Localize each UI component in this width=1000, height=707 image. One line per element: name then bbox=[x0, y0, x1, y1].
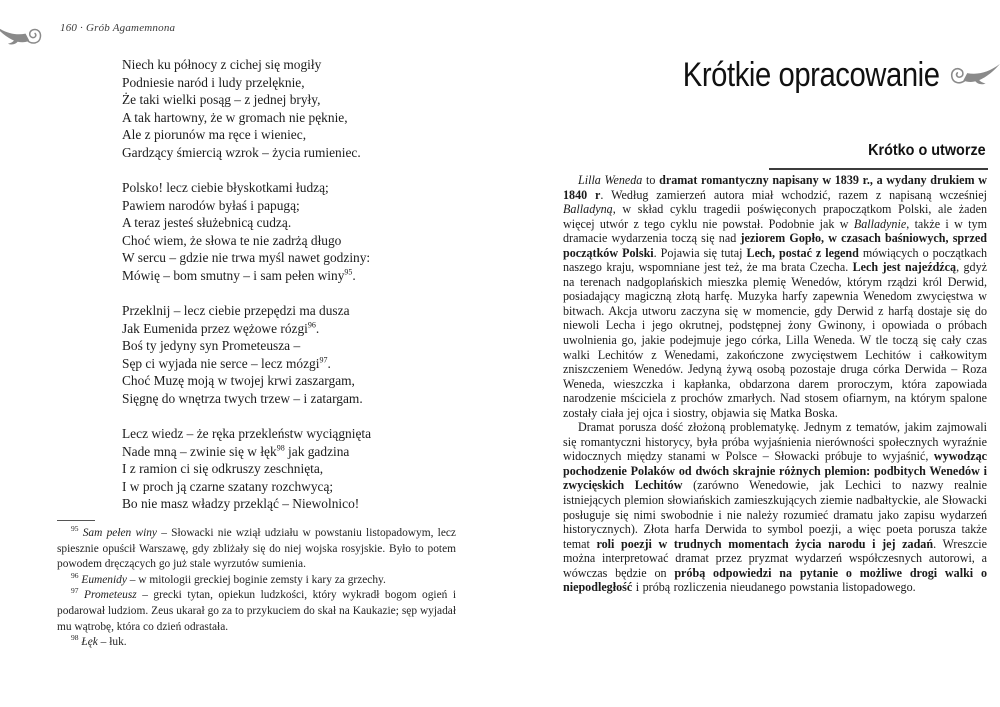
flourish-swirl-icon bbox=[0, 20, 46, 52]
poem-line: I w proch ją czarne szatany rozchwycą; bbox=[122, 478, 334, 494]
poem-line: Niech ku północy z cichej się mogiły bbox=[122, 57, 322, 72]
poem-line: W sercu – gdzie nie trwa myśl nawet godziny: bbox=[122, 250, 371, 265]
footnote: $^{96}$ Eumenidy – w mitologii greckiej boginie zemsty i kary za grzechy. bbox=[71, 570, 386, 586]
poem-line: Sięgnę do wnętrza twych trzew – i zatargam. bbox=[122, 390, 363, 406]
footnote-divider bbox=[57, 520, 95, 521]
flourish-swirl-icon bbox=[946, 59, 1000, 92]
section-heading-rule bbox=[769, 168, 988, 170]
body-paragraph: Lilla Weneda to dramat romantyczny napisany w 1839 r., a wydany drukiem w 1840 r. Według zamierzeń autora miał wchodzić, razem z napisaną wcześniej Balladyną, w skład cyklu tragedii poświęconych prapoczątkom Polski, ale żaden więcej utwór z tego cyklu nie powstał. Podobnie jak w Balladynie, także i w tym dramacie wydarzenia toczą się nad jeziorem Gopło, w czasach baśniowych, sprzed początków Polski. Pojawia się tutaj Lech, postać z legend mówiących o początkach naszego kraju, wspomniane jest też, że ma brata Czecha. Lech jest najeźdźcą, gdyż na terenach nadgoplańskich mieszka plemię Wenedów, którym rządzi król Derwid, posiadający magiczną złotą harfę. Muzyka harfy zapewnia Wenedom zwycięstwa w bitwach. Akcja utworu zaczyna się w momencie, gdy Derwid z harfą dostaje się do niewoli Lecha i jego okrutnej, podstępnej żony Gwinony, i opowiada o próbach uwolnienia go, jakie podejmuje jego córka, Lilla Weneda. W tle toczą się cały czas walki Lechitów z Wenedami, zakończone zwycięstwem Lechitów i całkowitym zniszczeniem Wenedów. Jedyną żywą osobą pozostaje druga córka Derwida – Roza Weneda, wieszczka i kapłanka, obdarzona darem proroczym, która zapowiada narodzenie mściciela z prochów zmarłych. Nad stosem ofiarnym, na którym spalone zostały ciała jej ojca i siostry, objawia się Matka Boska. bbox=[563, 173, 987, 420]
poem-line: Jak Eumenida przez wężowe rózgi$^{96}$. bbox=[122, 320, 320, 336]
chapter-title: Krótkie opracowanie bbox=[683, 56, 940, 94]
poem-line: A tak hartowny, że w gromach nie pęknie, bbox=[122, 109, 348, 125]
poem-line: Podniesie naród i ludy przelęknie, bbox=[122, 74, 305, 90]
section-heading: Krótko o utworze bbox=[868, 142, 986, 159]
stanza bbox=[122, 179, 452, 284]
poem-line: I z ramion ci się odkruszy zeschnięta, bbox=[122, 461, 324, 476]
body-text bbox=[563, 173, 987, 595]
footnotes bbox=[57, 526, 456, 651]
stanza bbox=[122, 302, 452, 407]
poem-line: Pawiem narodów byłaś i papugą; bbox=[122, 197, 300, 213]
footnote: $^{97}$ Prometeusz – grecki tytan, opiekun ludzkości, który wykradł bogom ogień i podarował ludziom. Zeus ukarał go za to przykuciem do skał na Kaukazie; sęp wyjadał mu wątrobę, która co dzień odrastała. bbox=[57, 586, 456, 633]
poem-line: Gardzący śmiercią wzrok – życia rumieniec. bbox=[122, 144, 361, 160]
poem-line: A teraz jesteś służebnicą cudzą. bbox=[122, 215, 292, 230]
poem-line: Boś ty jedyny syn Prometeusza – bbox=[122, 338, 301, 353]
poem-line: Przeklnij – lecz ciebie przepędzi ma dusza bbox=[122, 303, 350, 318]
stanza bbox=[122, 425, 452, 513]
right-page bbox=[500, 0, 1000, 707]
poem-line: Polsko! lecz ciebie błyskotkami łudzą; bbox=[122, 180, 329, 195]
poem-line: Nade mną – zwinie się w łęk$^{98}$ jak gadzina bbox=[122, 443, 350, 459]
poem-line: Bo nie masz władzy przekląć – Niewolnico! bbox=[122, 496, 360, 511]
poem-line: Że taki wielki posąg – z jednej bryły, bbox=[122, 92, 321, 107]
footnote: $^{98}$ Łęk – łuk. bbox=[71, 633, 127, 649]
poem-line: Sęp ci wyjada nie serce – lecz mózgi$^{97}$. bbox=[122, 355, 331, 371]
stanza bbox=[122, 56, 452, 161]
poem-line: Choć wiem, że słowa te nie zadrżą długo bbox=[122, 232, 342, 248]
poem-line: Choć Muzę moją w twojej krwi zaszargam, bbox=[122, 373, 355, 388]
poem bbox=[122, 56, 452, 531]
running-header: 160 · Grób Agamemnona bbox=[60, 22, 176, 34]
poem-line: Lecz wiedz – że ręka przekleństw wyciągnięta bbox=[122, 426, 372, 441]
chapter-title-row bbox=[641, 56, 1000, 95]
poem-line: Ale z piorunów ma ręce i wieniec, bbox=[122, 127, 307, 142]
body-paragraph: Dramat porusza dość złożoną problematykę. Jednym z tematów, jakim zajmowali się romantyczni historycy, była próba wyjaśnienia nierówności społecznych wyraźnie widocznych między stanami w Polsce – Słowacki próbuje to wyjaśnić, wywodząc pochodzenie Polaków od dwóch skrajnie różnych plemion: podbitych Wenedów i zwycięskich Lechitów (zarówno Wenedowie, jak Lechici to nazwy realnie istniejących plemion słowiańskich zamieszkujących ziemie nadbałtyckie, ale Słowacki posługuje się nimi swobodnie i nie należy rozumieć dramatu jako zapisu wydarzeń historycznych). Złota harfa Derwida to symbol poezji, a więc poeta porusza także temat roli poezji w trudnych momentach życia narodu i jej zadań. Wreszcie można interpretować dramat przez pryzmat wydarzeń współczesnych autorowi, a wówczas będzie on próbą odpowiedzi na pytanie o możliwe drogi walki o niepodległość i próbą rozliczenia nieudanego powstania listopadowego. bbox=[563, 420, 987, 595]
footnote: $^{95}$ Sam pełen winy – Słowacki nie wziął udziału w powstaniu listopadowym, lecz spiesznie opuścił Warszawę, gdy zbliżały się do niej wojska rosyjskie. Było to potem powodem dręczących go już stale wyrzutów sumienia. bbox=[57, 524, 456, 571]
poem-line: Mówię – bom smutny – i sam pełen winy$^{95}$. bbox=[122, 267, 356, 283]
